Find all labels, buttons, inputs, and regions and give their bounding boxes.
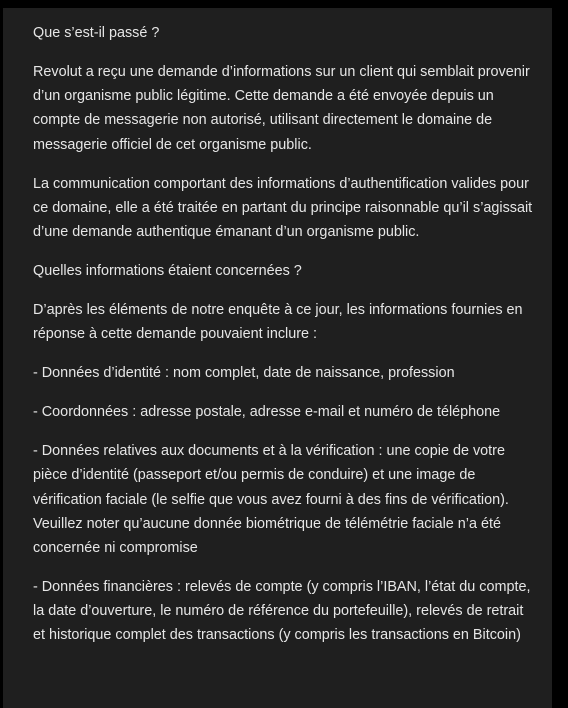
heading-information-concerned: Quelles informations étaient concernées ? <box>33 263 302 280</box>
list-item-identity-data: - Données d’identité : nom complet, date de naissance, profession <box>33 365 455 382</box>
paragraph-request-processed: La communication comportant des informations d’authentification valides pour ce domaine, elle a été traitée en partant du principe raisonnable qu’il s’agissait d’une demande authentique émanant d’un organisme public. <box>33 175 533 241</box>
list-item-document-data: - Données relatives aux documents et à la vérification : une copie de votre pièce d’identité (passeport et/ou permis de conduire) et une image de vérification faciale (le selfie que vous avez fourni à des fins de vérification). Veuillez noter qu’aucune donnée biométrique de télémétrie faciale n’a été concernée ni compromise <box>33 443 509 557</box>
message-body <box>33 21 533 662</box>
heading-what-happened: Que s’est-il passé ? <box>33 25 160 41</box>
paragraph-request-received: Revolut a reçu une demande d’informations sur un client qui semblait provenir d’un organisme public légitime. Cette demande a été envoyée depuis un compte de messagerie non autorisé, utilisant directement le domaine de messagerie officiel de cet organisme public. <box>33 64 530 153</box>
message-panel <box>3 8 552 708</box>
list-item-financial-data: - Données financières : relevés de compte (y compris l’IBAN, l’état du compte, la date d’ouverture, le numéro de référence du portefeuille), relevés de retrait et historique complet des transactions (y compris les transactions en Bitcoin) <box>33 579 531 644</box>
paragraph-investigation-intro: D’après les éléments de notre enquête à ce jour, les informations fournies en réponse à cette demande pouvaient inclure : <box>33 302 523 343</box>
list-item-contact-data: - Coordonnées : adresse postale, adresse e-mail et numéro de téléphone <box>33 404 501 421</box>
